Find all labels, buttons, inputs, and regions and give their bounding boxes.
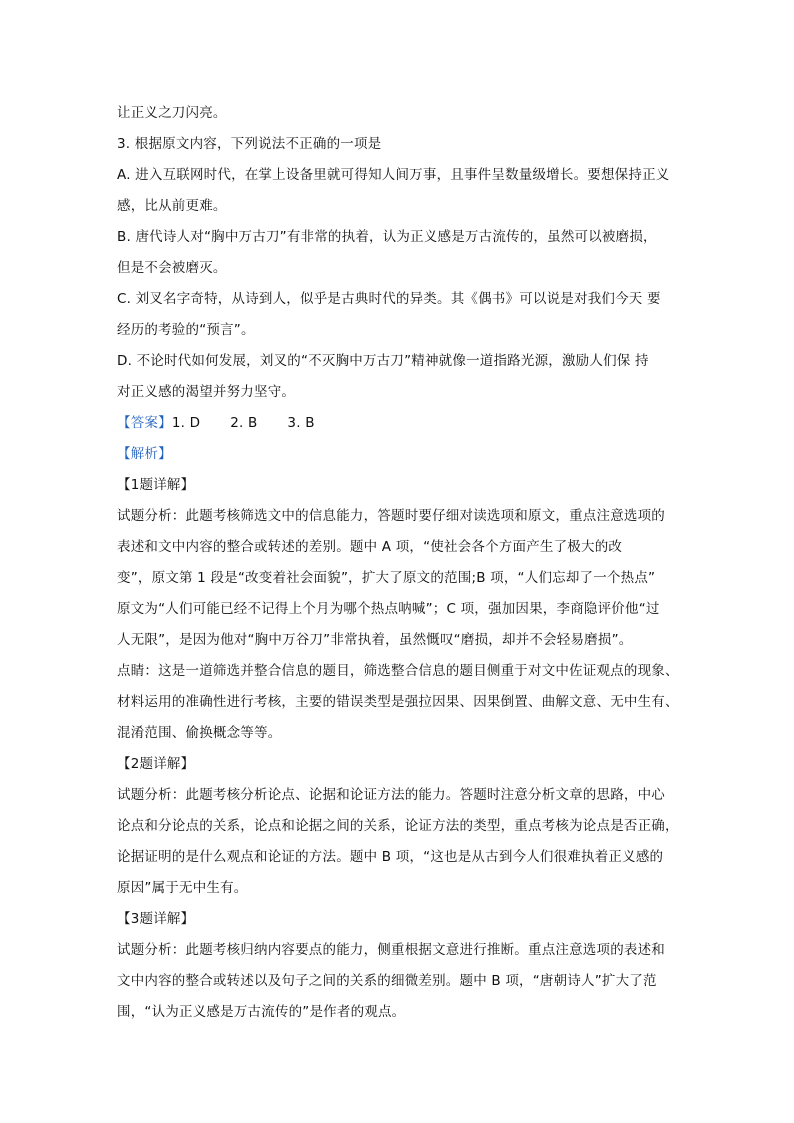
q1-header: 【1题详解】 <box>117 477 195 493</box>
question-3-stem: 3. 根据原文内容，下列说法不正确的一项是 <box>117 136 382 152</box>
q2-header: 【2题详解】 <box>117 756 195 772</box>
answer-item: 1. D <box>171 415 201 431</box>
option-c-line: 经历的考验的“预言”。 <box>117 322 255 338</box>
answer-item: 2. B <box>230 415 258 431</box>
q1-analysis-line: 试题分析：此题考核筛选文中的信息能力，答题时要仔细对读选项和原文，重点注意选项的 <box>117 508 665 524</box>
option-a-line: 感，比从前更难。 <box>117 198 227 214</box>
option-d-line: 对正义感的渴望并努力坚守。 <box>117 384 296 400</box>
q3-header: 【3题详解】 <box>117 911 195 927</box>
q3-analysis-line: 围，“认为正义感是万古流传的”是作者的观点。 <box>117 1004 406 1020</box>
q1-tip-line: 材料运用的准确性进行考核，主要的错误类型是强拉因果、因果倒置、曲解文意、无中生有、 <box>117 694 679 710</box>
q1-tip-line: 混淆范围、偷换概念等等。 <box>117 725 282 741</box>
answer-item: 3. B <box>287 415 315 431</box>
q2-analysis-line: 试题分析：此题考核分析论点、论据和论证方法的能力。答题时注意分析文章的思路，中心 <box>117 787 665 803</box>
answer-tag: 【答案】 <box>117 415 172 431</box>
option-b-line: B. 唐代诗人对“胸中万古刀”有非常的执着，认为正义感是万古流传的，虽然可以被磨损， <box>117 229 657 245</box>
q2-analysis-line: 原因”属于无中生有。 <box>117 880 248 896</box>
q1-tip-line: 点睛：这是一道筛选并整合信息的题目，筛选整合信息的题目侧重于对文中佐证观点的现象、 <box>117 663 679 679</box>
option-d-line: D. 不论时代如何发展，刘叉的“不灭胸中万古刀”精神就像一道指路光源，激励人们保 持 <box>117 353 649 369</box>
answer-line <box>117 414 315 432</box>
q3-analysis-line: 试题分析：此题考核归纳内容要点的能力，侧重根据文意进行推断。重点注意选项的表述和 <box>117 942 665 958</box>
analysis-tag: 【解析】 <box>117 446 172 462</box>
q2-analysis-line: 论点和分论点的关系，论点和论据之间的关系，论证方法的类型，重点考核为论点是否正确， <box>117 818 679 834</box>
q2-analysis-line: 论据证明的是什么观点和论证的方法。题中 B 项，“这也是从古到今人们很难执着正义感的 <box>117 849 664 865</box>
q1-analysis-line: 原文为“人们可能已经不记得上个月为哪个热点呐喊”；C 项，强加因果，李商隐评价他“过 <box>117 601 660 617</box>
option-b-line: 但是不会被磨灭。 <box>117 260 227 276</box>
option-a-line: A. 进入互联网时代，在掌上设备里就可得知人间万事，且事件呈数量级增长。要想保持正义 <box>117 167 670 183</box>
option-c-line: C. 刘叉名字奇特，从诗到人，似乎是古典时代的异类。其《偶书》可以说是对我们今天 要 <box>117 291 661 307</box>
q1-analysis-line: 变”，原文第 1 段是“改变着社会面貌”，扩大了原文的范围;B 项，“人们忘却了一个热点” <box>117 570 656 586</box>
q3-analysis-line: 文中内容的整合或转述以及句子之间的关系的细微差别。题中 B 项，“唐朝诗人”扩大了范 <box>117 973 657 989</box>
q1-analysis-line: 人无限”，是因为他对“胸中万谷刀”非常执着，虽然慨叹“磨损，却并不会轻易磨损”。 <box>117 632 633 648</box>
text-line: 让正义之刀闪亮。 <box>117 105 227 121</box>
q1-analysis-line: 表述和文中内容的整合或转述的差别。题中 A 项，“使社会各个方面产生了极大的改 <box>117 539 623 555</box>
